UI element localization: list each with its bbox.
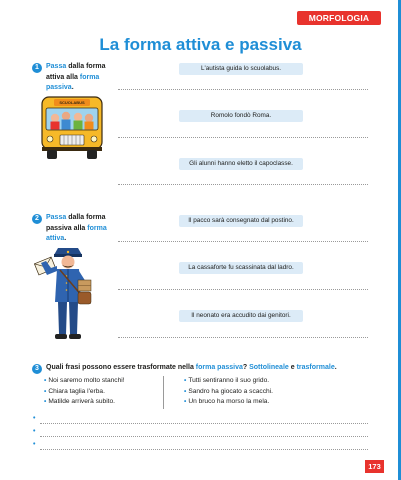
sentence-list-right bbox=[184, 376, 273, 408]
instr-text: dalla forma passiva alla bbox=[46, 214, 106, 232]
sentence-2-1: Il pacco sarà consegnato dal postino. bbox=[179, 215, 303, 227]
question-text: Quali frasi possono essere trasformate nella bbox=[46, 364, 196, 371]
list-item[interactable]: • Sandro ha giocato a scacchi. bbox=[184, 387, 273, 395]
question-mark: ? bbox=[242, 364, 250, 371]
sentence-2-3: Il neonato era accudito dai genitori. bbox=[179, 310, 303, 322]
instr-text: dalla forma attiva alla bbox=[46, 63, 106, 81]
bullet-icon: • bbox=[184, 377, 187, 384]
bullet-icon: • bbox=[44, 387, 47, 395]
answer-line[interactable] bbox=[118, 137, 368, 138]
list-item[interactable]: • Un bruco ha morso la mela. bbox=[184, 398, 270, 405]
sentence-1-3: Gli alunni hanno eletto il capoclasse. bbox=[179, 158, 303, 170]
exercise-number-1: 1 bbox=[32, 63, 42, 73]
instr-end: . bbox=[71, 84, 74, 91]
list-item[interactable]: • Tutti sentiranno il suo grido. bbox=[184, 377, 270, 384]
exercise-number-2: 2 bbox=[32, 214, 42, 224]
sentence-1-1: L'autista guida lo scuolabus. bbox=[179, 63, 303, 75]
question-target: forma passiva bbox=[195, 364, 243, 371]
exercise-number-3: 3 bbox=[32, 364, 42, 374]
answer-line[interactable] bbox=[40, 449, 368, 450]
instr-target: forma passiva bbox=[46, 73, 100, 91]
page-number: 173 bbox=[365, 460, 384, 473]
answer-line[interactable] bbox=[118, 289, 368, 290]
answer-line[interactable] bbox=[40, 423, 368, 424]
column-divider bbox=[163, 376, 164, 409]
instr-verb: Passa bbox=[46, 214, 67, 221]
instr-verb: Passa bbox=[46, 63, 67, 70]
answer-line[interactable] bbox=[118, 337, 368, 338]
question-action-2: trasformale bbox=[296, 364, 335, 371]
bullet-icon: • bbox=[33, 415, 36, 422]
bullet-icon: • bbox=[44, 398, 47, 405]
instr-end: . bbox=[64, 235, 67, 242]
exercise-2-instruction bbox=[46, 213, 116, 245]
instr-target: forma attiva bbox=[46, 224, 107, 242]
sentence-list-left bbox=[44, 376, 125, 408]
bus-sign: SCUOLABUS bbox=[59, 99, 85, 105]
answer-line[interactable] bbox=[40, 436, 368, 437]
bullet-icon: • bbox=[184, 387, 187, 395]
question-and: e bbox=[288, 364, 297, 371]
sentence-1-2: Romolo fondò Roma. bbox=[179, 110, 303, 122]
question-end: . bbox=[334, 364, 337, 371]
bullet-icon: • bbox=[33, 428, 36, 435]
question-action-1: Sottolineale bbox=[249, 364, 289, 371]
list-item[interactable]: • Matilde arriverà subito. bbox=[44, 398, 116, 405]
postman-illustration bbox=[34, 246, 104, 344]
list-item[interactable]: • Noi saremo molto stanchi! bbox=[44, 377, 125, 384]
answer-line[interactable] bbox=[118, 184, 368, 185]
exercise-1-instruction bbox=[46, 62, 116, 94]
bullet-icon: • bbox=[184, 398, 187, 405]
answer-line[interactable] bbox=[118, 89, 368, 90]
sentence-2-2: La cassaforte fu scassinata dal ladro. bbox=[179, 262, 303, 274]
section-tag: MORFOLOGIA bbox=[297, 11, 381, 25]
bullet-icon: • bbox=[33, 441, 36, 448]
page-title: La forma attiva e passiva bbox=[99, 35, 302, 54]
answer-line[interactable] bbox=[118, 241, 368, 242]
list-item[interactable]: • Chiara taglia l'erba. bbox=[44, 387, 105, 395]
exercise-3-question bbox=[46, 363, 337, 374]
bullet-icon: • bbox=[44, 377, 47, 384]
